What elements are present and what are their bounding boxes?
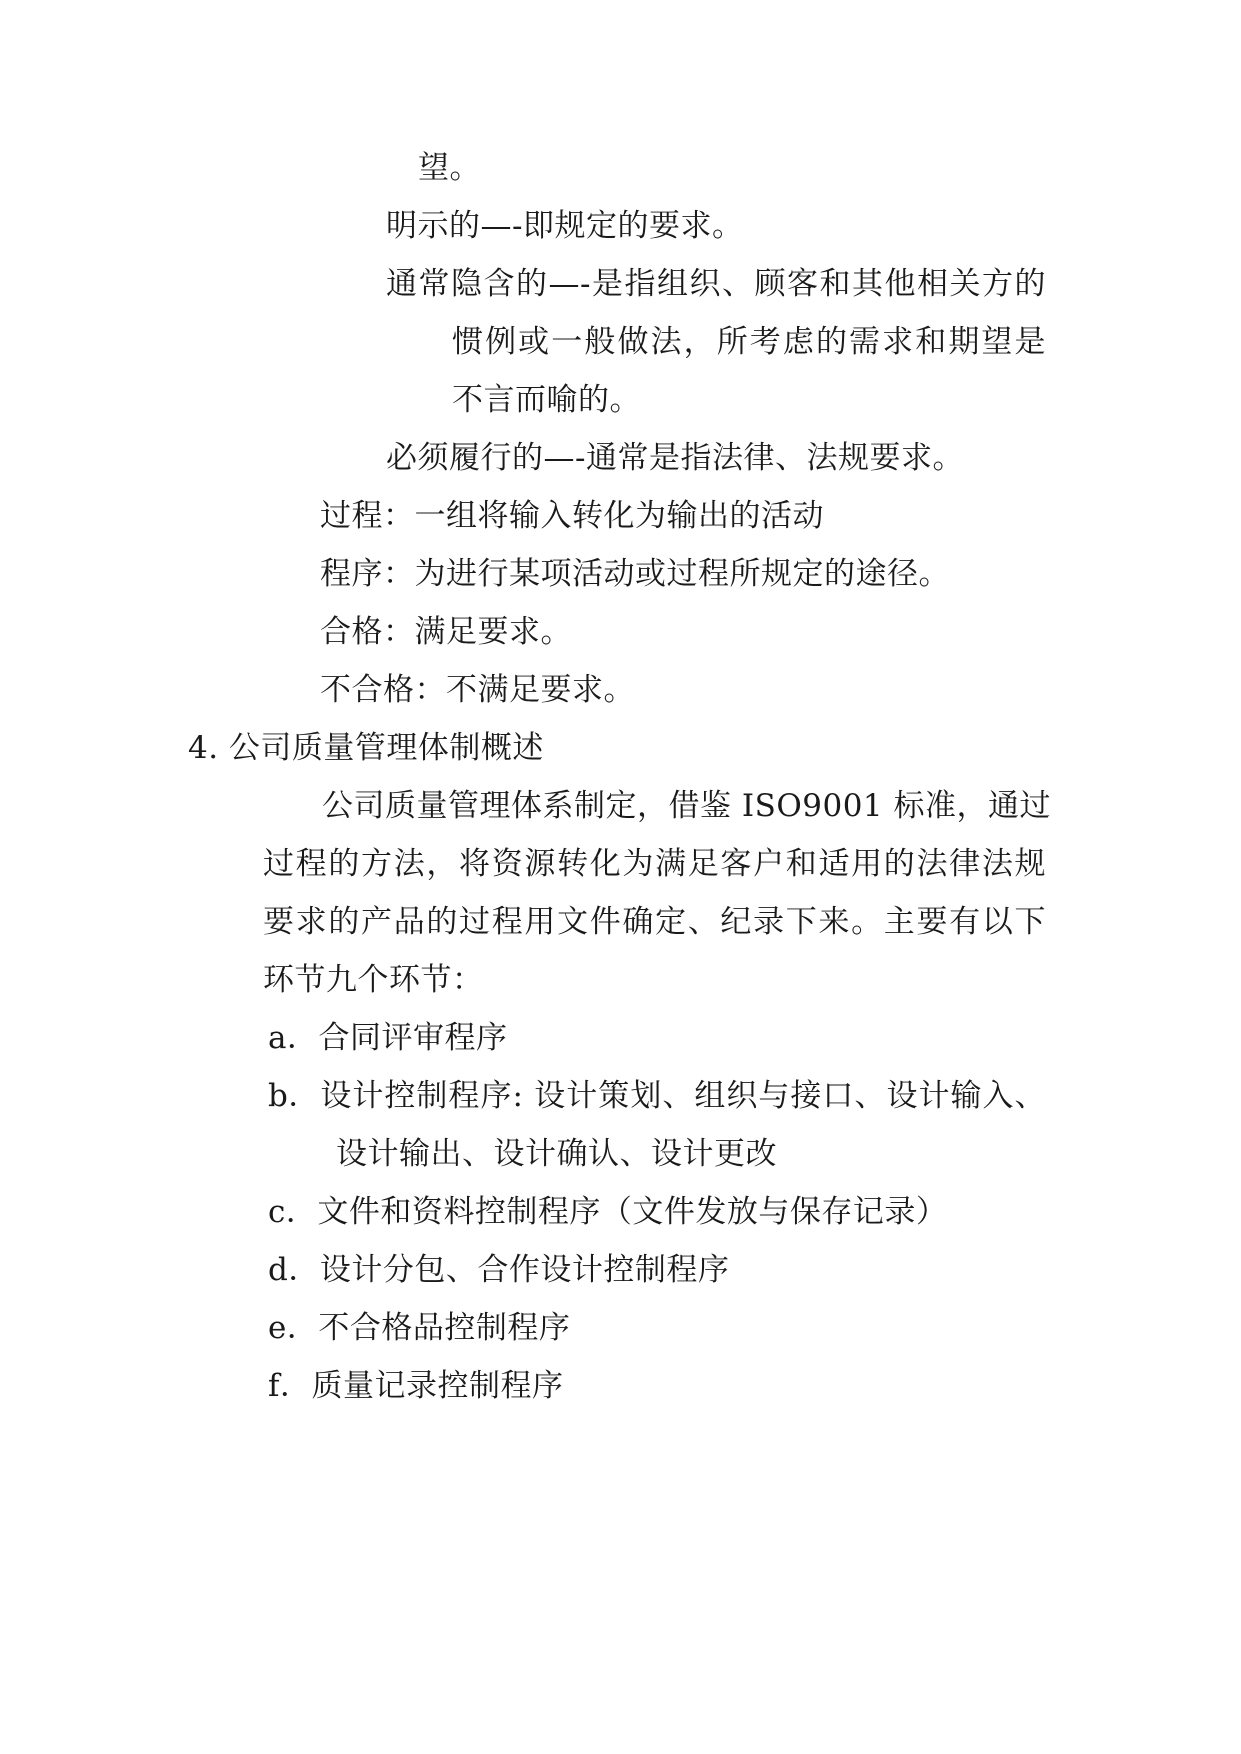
list-marker: f．	[268, 1368, 312, 1404]
definition-line-bixu: 必须履行的—-通常是指法律、法规要求。	[386, 440, 964, 476]
list-item-c	[268, 1192, 947, 1232]
section-paragraph-line-2: 过程的方法，将资源转化为满足客户和适用的法律法规	[263, 846, 1046, 882]
list-item-a	[268, 1018, 507, 1058]
section-paragraph-line-4: 环节九个环节：	[263, 962, 484, 998]
list-item-text: 合同评审程序	[318, 1020, 508, 1056]
list-item-f	[268, 1366, 563, 1406]
section-paragraph-line-1: 公司质量管理体系制定，借鉴 ISO9001 标准，通过	[322, 788, 1051, 824]
list-marker: e．	[268, 1310, 319, 1346]
list-item-text: 质量记录控制程序	[311, 1368, 564, 1404]
definition-buhege: 不合格：不满足要求。	[320, 672, 635, 708]
definition-chengxu: 程序：为进行某项活动或过程所规定的途径。	[320, 556, 950, 592]
list-marker: b．	[268, 1078, 320, 1114]
list-item-text: 文件和资料控制程序（文件发放与保存记录）	[317, 1194, 948, 1230]
list-item-text: 不合格品控制程序	[318, 1310, 571, 1346]
list-item-text: 设计分包、合作设计控制程序	[319, 1252, 730, 1288]
definition-line-tongchang-3: 不言而喻的。	[452, 382, 641, 418]
definition-guocheng: 过程：一组将输入转化为输出的活动	[320, 498, 824, 534]
section-paragraph-line-3: 要求的产品的过程用文件确定、纪录下来。主要有以下	[263, 904, 1046, 940]
definition-line-mingshi: 明示的—-即规定的要求。	[386, 208, 744, 244]
section-heading: 4. 公司质量管理体制概述	[188, 730, 544, 766]
list-item-d	[268, 1250, 729, 1290]
list-item-text: 设计控制程序: 设计策划、组织与接口、设计输入、	[319, 1078, 1046, 1114]
list-marker: a．	[268, 1020, 319, 1056]
list-item-b	[268, 1076, 1046, 1116]
definition-line-wang: 望。	[418, 150, 481, 186]
list-marker: d．	[268, 1252, 320, 1288]
definition-hege: 合格：满足要求。	[320, 614, 572, 650]
definition-line-tongchang-1: 通常隐含的—-是指组织、顾客和其他相关方的	[386, 266, 1046, 302]
list-item-e	[268, 1308, 570, 1348]
definition-line-tongchang-2: 惯例或一般做法，所考虑的需求和期望是	[452, 324, 1046, 360]
list-marker: c．	[268, 1194, 318, 1230]
list-item-b-continuation: 设计输出、设计确认、设计更改	[336, 1136, 777, 1172]
